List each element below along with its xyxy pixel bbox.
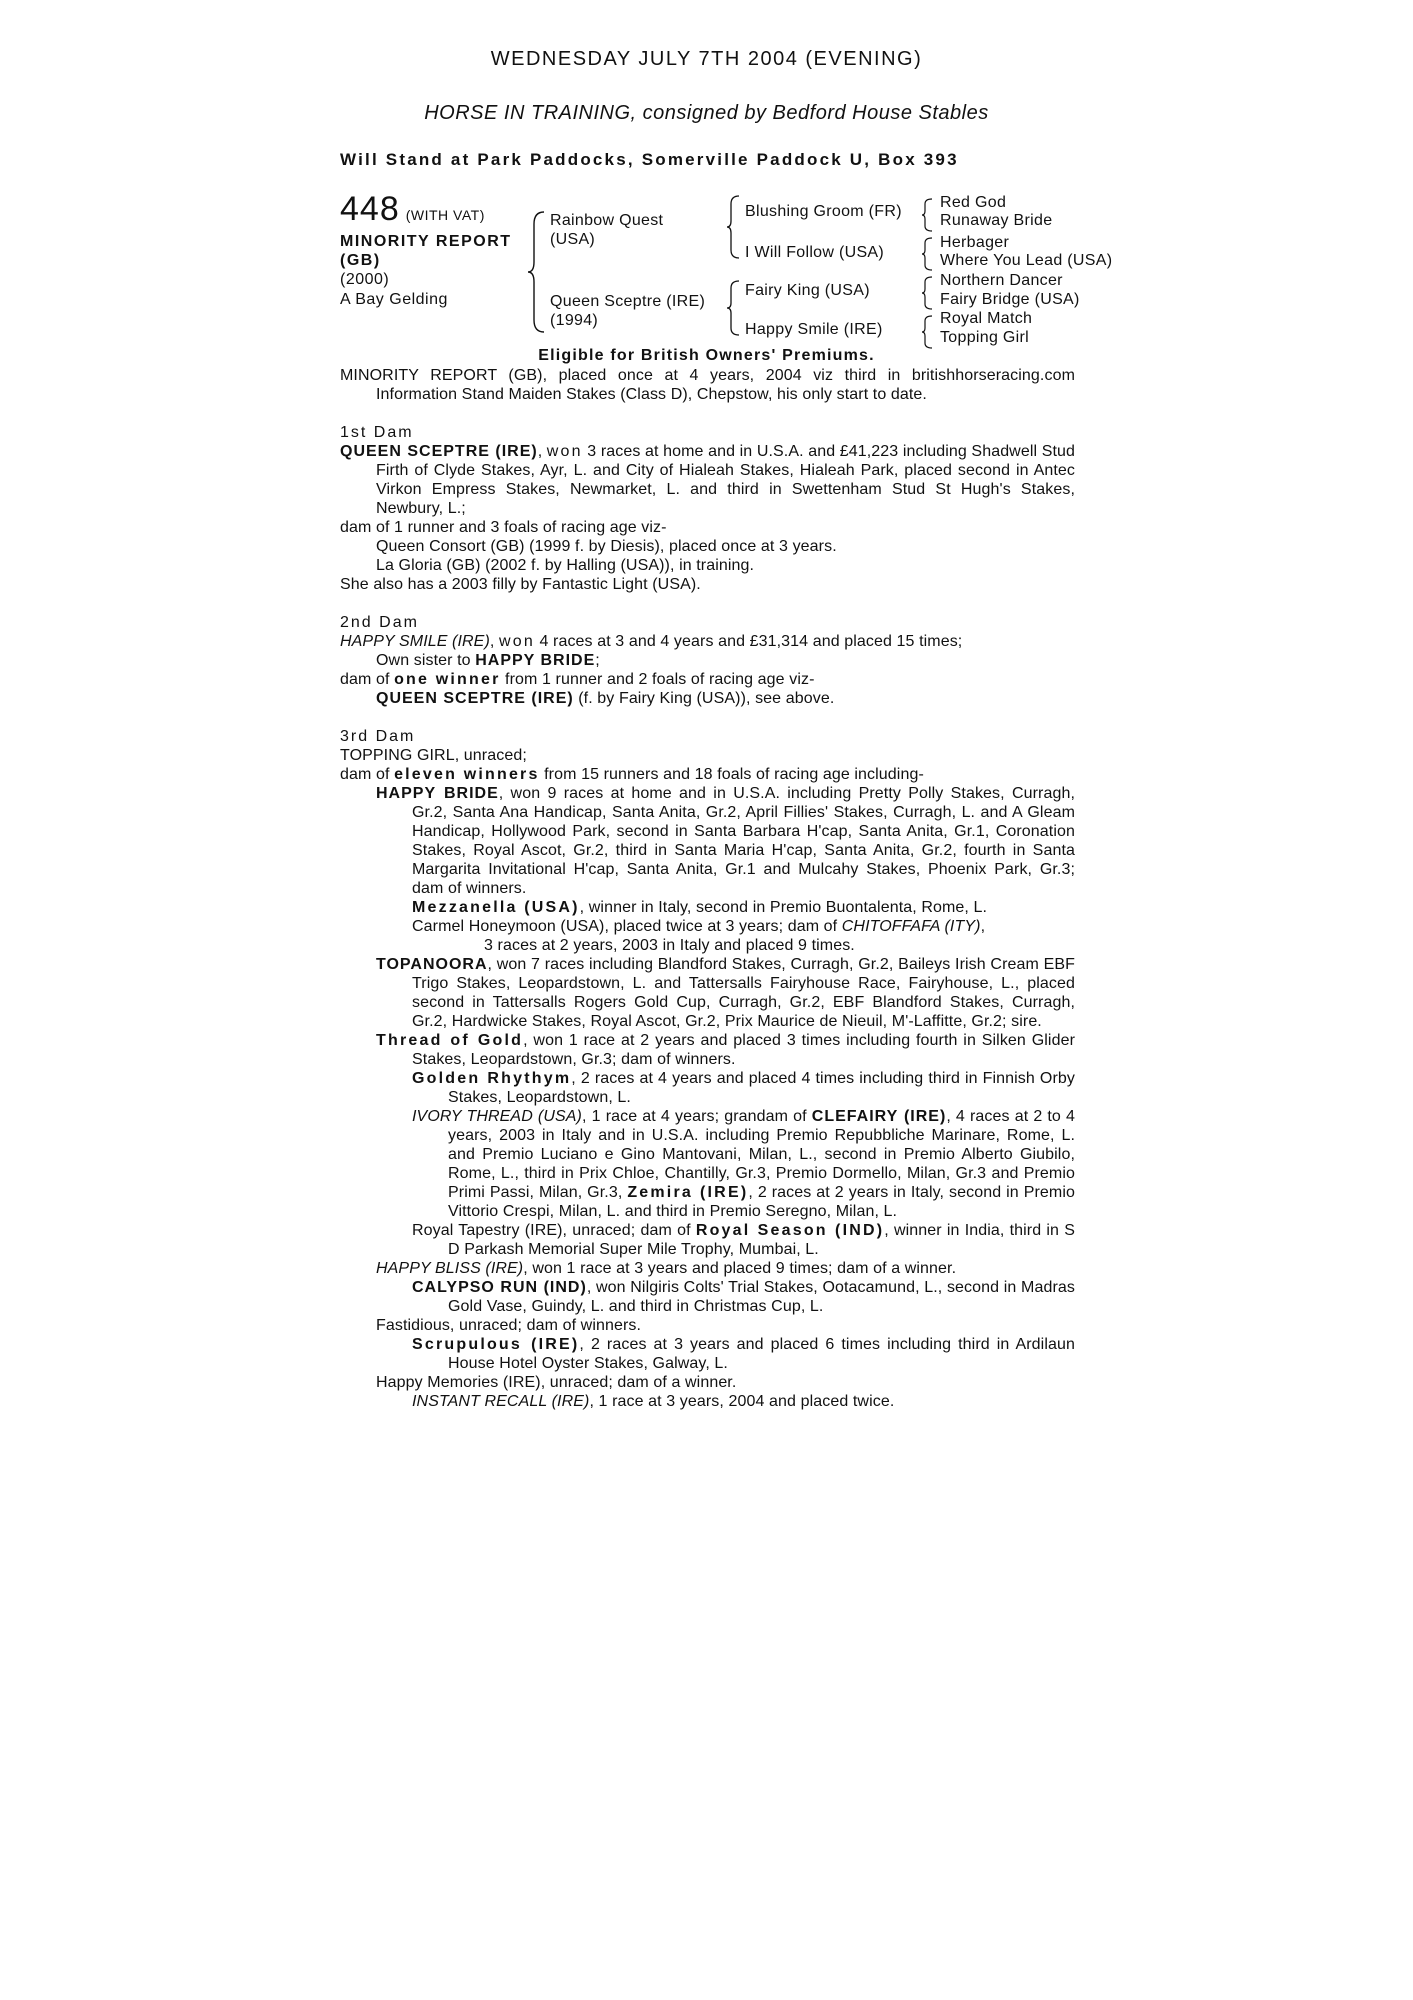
catalogue-body — [340, 366, 1075, 1411]
pedigree-brace-sire — [725, 194, 741, 260]
second-dam-text: 4 races at 3 and 4 years and £31,314 and placed 15 times; — [534, 633, 963, 650]
pedigree-dd-dam: Topping Girl — [940, 329, 1029, 346]
second-dam-record: HAPPY SMILE (IRE), won 4 races at 3 and 4 years and £31,314 and placed 15 times; — [340, 633, 963, 650]
mezzanella-record: , winner in Italy, second in Premio Buontalenta, Rome, L. — [579, 899, 988, 916]
second-dam-won: won — [498, 633, 535, 650]
produce-fastidious: Fastidious, unraced; dam of winners. — [376, 1317, 642, 1334]
pedigree-dam-dam: Happy Smile (IRE) — [745, 321, 883, 338]
instant-name: INSTANT RECALL (IRE) — [412, 1393, 590, 1410]
zemira-name: Zemira (IRE) — [627, 1184, 749, 1201]
pedigree-sire: Rainbow Quest — [550, 212, 664, 229]
sale-date: WEDNESDAY JULY 7TH 2004 (EVENING) — [490, 48, 923, 70]
first-dam-heading: 1st Dam — [340, 424, 414, 441]
pedigree-brace-dd — [920, 314, 934, 350]
second-dam-produce-intro — [340, 670, 1075, 689]
produce-happy-bliss — [340, 1259, 1075, 1278]
third-dam-produce-intro — [340, 765, 1075, 784]
second-dam-heading: 2nd Dam — [340, 614, 419, 631]
pedigree-sire-country: (USA) — [550, 231, 596, 248]
second-dam-sister — [340, 651, 1075, 670]
intro-record: , placed once at 4 years, 2004 viz third in britishhorseracing.com Information Stand Maiden Stakes (Class D), Chepstow, his only start to date. — [376, 367, 1076, 403]
intro-paragraph — [340, 366, 1075, 404]
second-dam-produce — [340, 689, 1075, 708]
mezzanella-name: Mezzanella (USA) — [412, 899, 580, 916]
thread-record: , won 1 race at 2 years and placed 3 times including fourth in Silken Glider Stakes, Leopardstown, Gr.3; dam of winners. — [412, 1032, 1076, 1068]
pedigree-ds-sire: Northern Dancer — [940, 272, 1063, 289]
produce-scrupulous — [340, 1335, 1075, 1373]
ivory-record-c: , 2 races at 2 years in Italy, second in Premio Vittorio Crespi, Milan, L. and third in Premio Seregno, Milan, L. — [448, 1184, 1075, 1220]
pedigree-dam-year: (1994) — [550, 312, 599, 329]
golden-name: Golden Rhythym — [412, 1070, 572, 1087]
produce-name: QUEEN SCEPTRE (IRE) — [376, 690, 574, 707]
produce-instant-recall — [340, 1392, 1075, 1411]
pedigree-brace-ds — [920, 275, 934, 311]
clefairy-name: CLEFAIRY (IRE) — [811, 1108, 947, 1125]
pedigree-brace-ss — [920, 197, 934, 233]
golden-record: , 2 races at 4 years and placed 4 times including third in Finnish Orby Stakes, Leopardstown, L. — [448, 1070, 1075, 1106]
first-dam-record: QUEEN SCEPTRE (IRE), won 3 races at home and in U.S.A. and £41,223 including Shadwell Stud Firth of Clyde Stakes, Ayr, L. and City of Hialeah Stakes, Hialeah Park, placed second in Antec Virkon Empress Stakes, Newmarket, L. and third in Swettenham Stud St Hugh's Stakes, Newbury, L.; — [340, 443, 1076, 517]
pedigree-brace-sd — [920, 236, 934, 272]
produce-chitoffafa: 3 races at 2 years, 2003 in Italy and placed 9 times. — [484, 937, 855, 954]
stand-location: Will Stand at Park Paddocks, Somerville Paddock U, Box 393 — [340, 150, 959, 169]
lot-number-block — [340, 190, 485, 229]
pedigree-dam: Queen Sceptre (IRE) — [550, 293, 706, 310]
produce-mezzanella — [340, 898, 1075, 917]
produce-topanoora — [340, 955, 1075, 1031]
calypso-name: CALYPSO RUN (IND) — [412, 1279, 587, 1296]
pedigree-sire-sire: Blushing Groom (FR) — [745, 203, 902, 220]
second-dam-winners: one winner — [394, 671, 501, 688]
horse-description: A Bay Gelding — [340, 291, 448, 308]
third-dam-name: TOPPING GIRL, unraced; — [340, 747, 527, 764]
sister-suffix: ; — [595, 652, 600, 669]
sister-name: HAPPY BRIDE — [475, 652, 596, 669]
first-dam-text: 3 races at home and in U.S.A. and £41,223 including Shadwell Stud Firth of Clyde Stakes, Ayr, L. and City of Hialeah Stakes, Hialeah Park, placed second in Antec Virkon Empress Stakes, Newmarket, L. and third in Swettenham Stud St Hugh's Stakes, Newbury, L.; — [376, 443, 1076, 517]
pedigree-dam-sire: Fairy King (USA) — [745, 282, 870, 299]
produce-golden-rhythym — [340, 1069, 1075, 1107]
produce-calypso-run — [340, 1278, 1075, 1316]
horse-year: (2000) — [340, 271, 390, 288]
first-dam-won: won — [546, 443, 583, 460]
pedigree-sire-dam: I Will Follow (USA) — [745, 244, 885, 261]
first-dam-produce-2: La Gloria (GB) (2002 f. by Halling (USA)), in training. — [376, 557, 755, 574]
topanoora-name: TOPANOORA — [376, 956, 488, 973]
topanoora-record: , won 7 races including Blandford Stakes, Curragh, Gr.2, Baileys Irish Cream EBF Trigo Stakes, Leopardstown, L. and Tattersalls Fairyhouse Race, Fairyhouse, L., placed second in Tattersalls Rogers Gold Cup, Curragh, Gr.2, EBF Blandford Stakes, Curragh, Gr.2, Hardwicke Stakes, Royal Ascot, Gr.2, Prix Maurice de Nieuil, M'-Laffitte, Gr.2; sire. — [412, 956, 1075, 1030]
consignment-line: HORSE IN TRAINING, consigned by Bedford House Stables — [424, 102, 989, 124]
bliss-name: HAPPY BLISS (IRE) — [376, 1260, 524, 1277]
dam-suffix: from 1 runner and 2 foals of racing age viz- — [500, 671, 815, 688]
instant-record: , 1 race at 3 years, 2004 and placed twice. — [589, 1393, 895, 1410]
dam-suffix: from 15 runners and 18 foals of racing age including- — [539, 766, 924, 783]
happy-bride-record: , won 9 races at home and in U.S.A. including Pretty Polly Stakes, Curragh, Gr.2, Santa Ana Handicap, Santa Anita, Gr.2, April Fillies' Stakes, Curragh, L. and A Gleam Handicap, Hollywood Park, second in Santa Barbara H'cap, Santa Anita, Gr.1, Coronation Stakes, Royal Ascot, Gr.2, third in Santa Maria H'cap, Santa Anita, Gr.2, fourth in Santa Margarita Invitational H'cap, Santa Anita, Gr.1 and Mulcahy Stakes, Phoenix Park, Gr.3; dam of winners. — [412, 785, 1075, 897]
pedigree-sd-sire: Herbager — [940, 234, 1010, 251]
intro-horse: MINORITY REPORT (GB) — [340, 367, 543, 384]
chitoffafa-name: CHITOFFAFA (ITY) — [841, 918, 981, 935]
produce-ivory-thread — [340, 1107, 1075, 1221]
third-dam-winners: eleven winners — [394, 766, 540, 783]
ivory-name: IVORY THREAD (USA) — [412, 1108, 582, 1125]
second-dam-name: HAPPY SMILE (IRE) — [340, 633, 490, 650]
produce-carmel — [340, 917, 1075, 936]
happy-bride-name: HAPPY BRIDE — [376, 785, 499, 802]
first-dam-produce-intro: dam of 1 runner and 3 foals of racing age viz- — [340, 519, 667, 536]
third-dam-heading: 3rd Dam — [340, 728, 416, 745]
sister-prefix: Own sister to — [376, 652, 476, 669]
premium-eligibility: Eligible for British Owners' Premiums. — [538, 347, 875, 364]
bliss-record: , won 1 race at 3 years and placed 9 times; dam of a winner. — [523, 1260, 957, 1277]
produce-royal-tapestry — [340, 1221, 1075, 1259]
thread-name: Thread of Gold — [376, 1032, 524, 1049]
carmel-record: Carmel Honeymoon (USA), placed twice at 3 years; dam of — [412, 918, 842, 935]
pedigree-ss-dam: Runaway Bride — [940, 212, 1053, 229]
pedigree-sd-dam: Where You Lead (USA) — [940, 252, 1113, 269]
pedigree-brace-dam — [725, 279, 741, 337]
first-dam-also: She also has a 2003 filly by Fantastic Light (USA). — [340, 576, 701, 593]
scrupulous-name: Scrupulous (IRE) — [412, 1336, 580, 1353]
lot-number: 448 — [340, 190, 400, 228]
horse-name: MINORITY REPORT — [340, 233, 512, 250]
pedigree-brace-main — [526, 210, 548, 334]
pedigree-dd-sire: Royal Match — [940, 310, 1033, 327]
produce-thread-of-gold — [340, 1031, 1075, 1069]
scrupulous-record: , 2 races at 3 years and placed 6 times including third in Ardilaun House Hotel Oyster Stakes, Galway, L. — [448, 1336, 1075, 1372]
ivory-record-a: , 1 race at 4 years; grandam of — [582, 1108, 812, 1125]
produce-happy-bride — [340, 784, 1075, 898]
dam-prefix: dam of — [340, 671, 395, 688]
calypso-record: , won Nilgiris Colts' Trial Stakes, Ootacamund, L., second in Madras Gold Vase, Guindy, L. and third in Christmas Cup, L. — [448, 1279, 1076, 1315]
pedigree-ss-sire: Red God — [940, 194, 1007, 211]
first-dam-name: QUEEN SCEPTRE (IRE) — [340, 443, 538, 460]
dam-prefix: dam of — [340, 766, 395, 783]
vat-note: (WITH VAT) — [405, 207, 485, 223]
produce-happy-memories: Happy Memories (IRE), unraced; dam of a winner. — [376, 1374, 737, 1391]
produce-text: (f. by Fairy King (USA)), see above. — [573, 690, 835, 707]
royal-season-name: Royal Season (IND) — [695, 1222, 885, 1239]
royal-season-record: , winner in India, third in S D Parkash Memorial Super Mile Trophy, Mumbai, L. — [448, 1222, 1075, 1258]
chitoffafa-comma: , — [980, 918, 986, 935]
first-dam-produce-1: Queen Consort (GB) (1999 f. by Diesis), placed once at 3 years. — [376, 538, 837, 555]
royal-record: Royal Tapestry (IRE), unraced; dam of — [412, 1222, 696, 1239]
pedigree-ds-dam: Fairy Bridge (USA) — [940, 291, 1080, 308]
ivory-record-b: , 4 races at 2 to 4 years, 2003 in Italy and in U.S.A. including Premio Repubbliche Marinare, Rome, L. and Premio Luciano e Gino Mantovani, Milan, L., second in Premio Alberto Giubilo, Rome, L., third in Prix Chloe, Chantilly, Gr.3, Premio Dormello, Milan, Gr.3 and Premio Primi Passi, Milan, Gr.3, — [448, 1108, 1076, 1201]
horse-country: (GB) — [340, 252, 381, 269]
